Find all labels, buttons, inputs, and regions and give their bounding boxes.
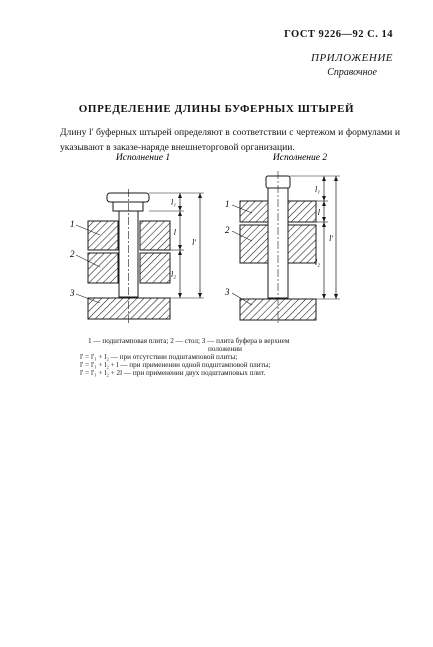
v2-table-right bbox=[288, 225, 316, 263]
v2-dim-l: l bbox=[317, 208, 320, 217]
v2-dim-lprime: l' bbox=[329, 234, 333, 243]
v2-plate1-left bbox=[240, 201, 268, 222]
v1-pin-head bbox=[107, 193, 149, 202]
variant1-label: Исполнение 1 bbox=[115, 153, 171, 163]
v1-callout-2: 2 bbox=[70, 249, 75, 259]
legend-formula-3: l' = l'₁ + l₂ + 2l — при применении двух подштамповых плит. bbox=[80, 369, 266, 377]
legend-formula-1: l' = l'₁ + l₂ — при отсутствии подштамповой плиты; bbox=[80, 353, 238, 361]
appendix-subtitle: Справочное bbox=[327, 67, 377, 78]
section-title: ОПРЕДЕЛЕНИЕ ДЛИНЫ БУФЕРНЫХ ШТЫРЕЙ bbox=[78, 103, 355, 115]
variant1-assembly bbox=[88, 189, 204, 325]
v2-dim-l2: l₂ bbox=[314, 258, 320, 267]
legend-formula-2: l' = l'₁ + l₂ + l — при применении одной подштамповой плиты; bbox=[80, 361, 271, 369]
v2-dim-l1: l₁ bbox=[314, 185, 320, 194]
v1-dim-l2: l₂ bbox=[170, 270, 176, 279]
v1-plate1-left bbox=[88, 221, 118, 250]
variant2-assembly bbox=[240, 171, 340, 325]
v2-callout-1: 1 bbox=[225, 199, 230, 209]
page-header: ГОСТ 9226—92 С. 14 bbox=[284, 29, 393, 40]
legend-caption-cont: положении bbox=[208, 345, 242, 353]
v1-plate1-right bbox=[140, 221, 170, 250]
v1-dim-l: l bbox=[173, 228, 176, 237]
v2-callout-2: 2 bbox=[225, 225, 230, 235]
appendix-title: ПРИЛОЖЕНИЕ bbox=[311, 52, 393, 64]
variant2-label: Исполнение 2 bbox=[272, 153, 328, 163]
v1-table-left bbox=[88, 253, 118, 283]
pin-length-drawing bbox=[0, 145, 433, 335]
v1-callout-1: 1 bbox=[70, 219, 75, 229]
v1-pin-collar bbox=[113, 202, 143, 211]
v2-callout-3: 3 bbox=[225, 287, 230, 297]
v1-dim-lprime: l' bbox=[192, 238, 196, 247]
v1-callout-3: 3 bbox=[70, 288, 75, 298]
v1-buffer-plate bbox=[88, 298, 170, 319]
intro-paragraph: Длину l' буферных штырей определяют в соответствии с чертежом и формулами и указывают в заказе-наряде внешнеторговой организации. bbox=[60, 127, 400, 153]
legend-caption: 1 — подштамповая плита; 2 — стол; 3 — плита буфера в верхнем bbox=[88, 337, 290, 345]
figure-legend bbox=[80, 337, 390, 377]
v1-dim-l1: l₁ bbox=[170, 198, 176, 207]
v2-plate1-right bbox=[288, 201, 316, 222]
v1-table-right bbox=[140, 253, 170, 283]
v2-table-left bbox=[240, 225, 268, 263]
